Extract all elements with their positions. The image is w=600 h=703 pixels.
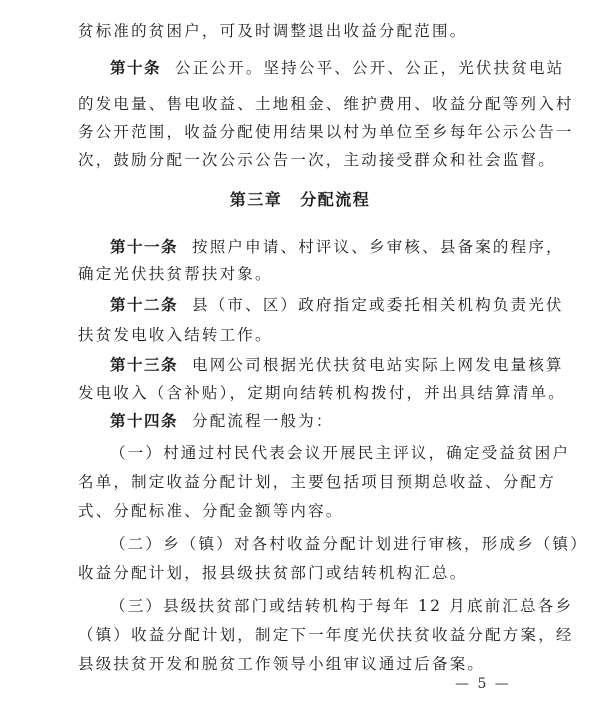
article-number: 第十二条: [110, 296, 179, 314]
paragraph-line: （三）县级扶贫部门或结转机构于每年 12 月底前汇总各乡: [110, 597, 574, 615]
paragraph-line: （镇）收益分配计划，制定下一年度光伏扶贫收益分配方案，经: [78, 626, 574, 644]
article-number: 第十四条: [110, 412, 179, 430]
article-10-line: [110, 57, 570, 79]
paragraph-line: （二）乡（镇）对各村收益分配计划进行审核，形成乡（镇）: [110, 535, 588, 553]
paragraph-line: 的发电量、售电收益、土地租金、维护费用、收益分配等列入村: [78, 95, 574, 113]
chapter-title: 分配流程: [300, 190, 371, 209]
chapter-number: 第三章: [229, 190, 283, 209]
paragraph-text: 县（市、区）政府指定或委托相关机构负责光伏: [192, 296, 564, 314]
paragraph-text: 按照户申请、村评议、乡审核、县备案的程序，: [192, 238, 564, 256]
paragraph-line: 次，鼓励分配一次公示公告一次，主动接受群众和社会监督。: [78, 151, 556, 169]
paragraph-line: 务公开范围，收益分配使用结果以村为单位至乡每年公示公告一: [78, 123, 574, 141]
article-number: 第十一条: [110, 238, 179, 256]
paragraph-text: 分配流程一般为：: [192, 412, 334, 430]
paragraph-line: 贫标准的贫困户，可及时调整退出收益分配范围。: [78, 22, 468, 40]
paragraph-line: 收益分配计划，报县级扶贫部门或结转机构汇总。: [78, 564, 468, 582]
article-number: 第十条: [110, 59, 162, 77]
article-14-line: [110, 410, 570, 432]
paragraph-text: 公正公开。坚持公平、公开、公正，光伏扶贫电站: [175, 59, 565, 77]
article-11-line: [110, 236, 570, 258]
paragraph-line: 名单，制定收益分配计划，主要包括项目预期总收益、分配方: [78, 473, 556, 491]
paragraph-line: 县级扶贫开发和脱贫工作领导小组审议通过后备案。: [78, 655, 486, 673]
paragraph-text: 电网公司根据光伏扶贫电站实际上网发电量核算: [192, 356, 564, 374]
article-number: 第十三条: [110, 356, 179, 374]
article-13-line: [110, 354, 570, 376]
paragraph-line: 发电收入（含补贴），定期向结转机构拨付，并出具结算清单。: [78, 384, 566, 402]
page-number: — 5 —: [455, 676, 511, 692]
paragraph-line: 确定光伏扶贫帮扶对象。: [78, 265, 273, 283]
paragraph-line: 扶贫发电收入结转工作。: [78, 326, 273, 344]
paragraph-line: （一）村通过村民代表会议开展民主评议，确定受益贫困户: [110, 444, 571, 462]
chapter-heading: [0, 189, 600, 211]
paragraph-line: 式、分配标准、分配金额等内容。: [78, 502, 344, 520]
article-12-line: [110, 294, 570, 316]
